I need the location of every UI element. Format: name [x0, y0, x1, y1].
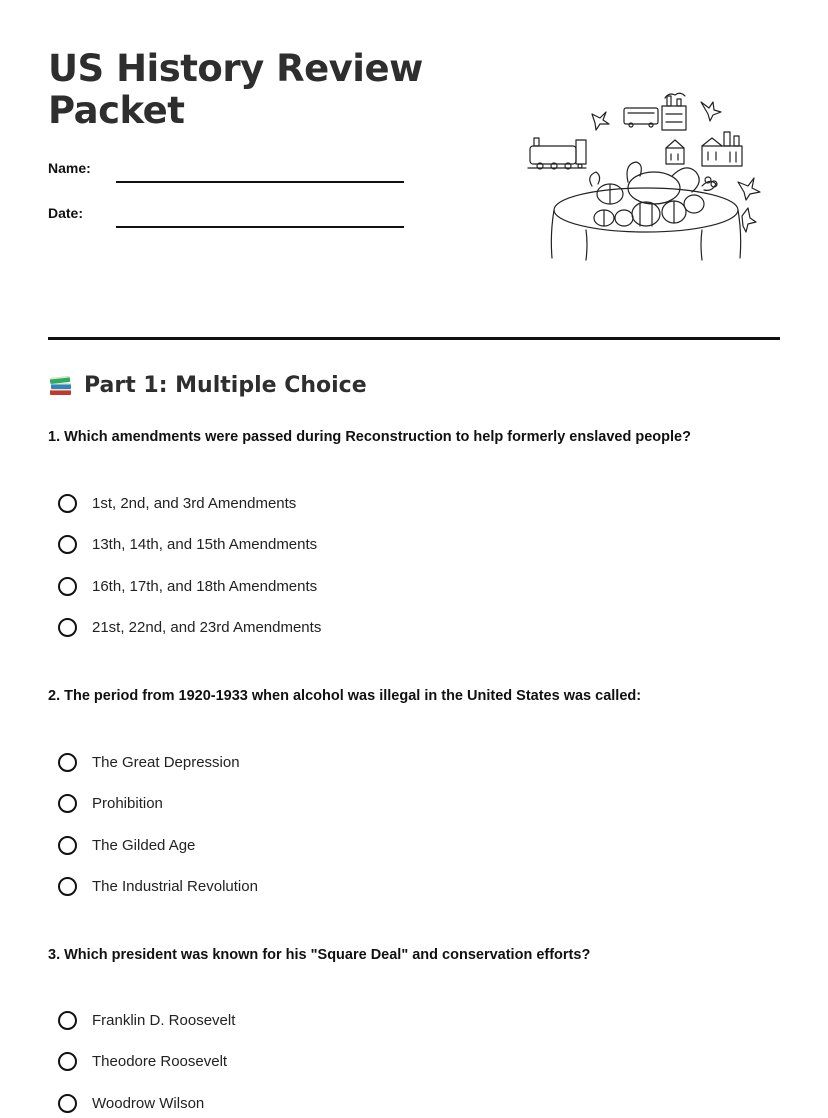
section-heading [48, 372, 367, 398]
americana-collage-icon [526, 92, 766, 262]
radio-button[interactable] [58, 753, 77, 772]
radio-button[interactable] [58, 877, 77, 896]
page-title [48, 48, 423, 132]
option-label: 13th, 14th, and 15th Amendments [92, 535, 318, 553]
radio-button[interactable] [58, 618, 77, 637]
section-divider [48, 337, 780, 340]
radio-button[interactable] [58, 535, 77, 554]
radio-button[interactable] [58, 794, 77, 813]
option-label: 21st, 22nd, and 23rd Amendments [92, 618, 322, 636]
option-label: The Gilded Age [92, 836, 196, 854]
option-label: 16th, 17th, and 18th Amendments [92, 577, 318, 595]
question-2-option-2[interactable] [58, 791, 163, 815]
option-label: Woodrow Wilson [92, 1094, 205, 1112]
question-1-option-1[interactable] [58, 491, 296, 515]
option-label: The Great Depression [92, 753, 240, 771]
option-label: The Industrial Revolution [92, 877, 258, 895]
question-3-option-2[interactable] [58, 1049, 227, 1073]
question-3-text: 3. Which president was known for his "Square Deal" and conservation efforts? [48, 947, 591, 963]
date-field[interactable] [116, 226, 404, 228]
option-label: Prohibition [92, 794, 163, 812]
radio-button[interactable] [58, 1052, 77, 1071]
radio-button[interactable] [58, 836, 77, 855]
question-1-text: 1. Which amendments were passed during Reconstruction to help formerly enslaved people? [48, 429, 691, 445]
radio-button[interactable] [58, 1094, 77, 1113]
title-line-2: Packet [48, 89, 185, 132]
date-label: Date: [48, 205, 84, 221]
question-2-text: 2. The period from 1920-1933 when alcohol was illegal in the United States was called: [48, 688, 642, 704]
radio-button[interactable] [58, 494, 77, 513]
question-2-option-4[interactable] [58, 874, 258, 898]
question-2-option-1[interactable] [58, 750, 240, 774]
question-3-option-3[interactable] [58, 1091, 204, 1115]
section-title: Part 1: Multiple Choice [84, 372, 367, 398]
title-line-1: US History Review [48, 47, 423, 90]
radio-button[interactable] [58, 1011, 77, 1030]
worksheet-page [48, 0, 780, 1118]
question-2-option-3[interactable] [58, 833, 195, 857]
question-1-option-4[interactable] [58, 615, 321, 639]
option-label: 1st, 2nd, and 3rd Amendments [92, 494, 297, 512]
radio-button[interactable] [58, 577, 77, 596]
question-3-option-1[interactable] [58, 1008, 235, 1032]
option-label: Franklin D. Roosevelt [92, 1011, 236, 1029]
option-label: Theodore Roosevelt [92, 1052, 228, 1070]
name-label: Name: [48, 160, 91, 176]
books-icon [48, 372, 74, 398]
name-field[interactable] [116, 181, 404, 183]
question-1-option-2[interactable] [58, 532, 317, 556]
question-1-option-3[interactable] [58, 574, 317, 598]
